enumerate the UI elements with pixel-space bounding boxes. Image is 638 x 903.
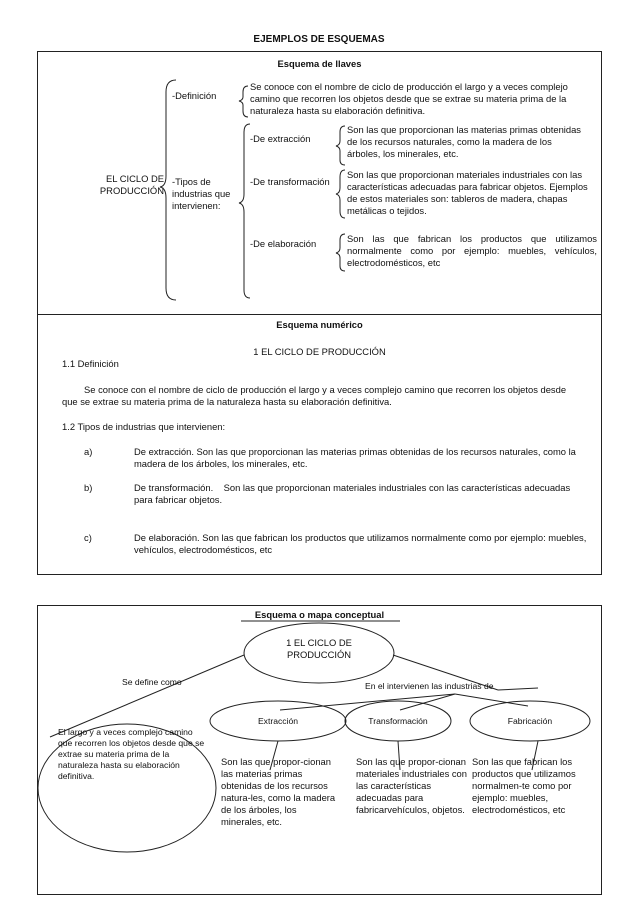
numerico-item-text: De elaboración. Son las que fabrican los productos que utilizamos normalmente como por ejemplo: muebles, vehículos, electrodomésticos, etc	[134, 532, 587, 555]
numerico-item-letter: b)	[84, 482, 93, 493]
mapa-node-text: Son las que propor-cionan materiales industriales con las características adecuadas para fabricarvehículos, objetos.	[356, 756, 467, 815]
mapa-node-text: Son las que fabrican los productos que utilizamos normalmen-te como por ejemplo: muebles, electrodomésticos, etc	[472, 756, 576, 815]
llaves-item-label: -De transformación	[250, 176, 330, 187]
numerico-heading: Esquema numérico	[276, 319, 363, 330]
llaves-heading: Esquema de llaves	[277, 58, 362, 69]
mapa-node-text: Son las que propor-cionan las materias primas obtenidas de los recursos natura-les, como la madera de los árboles, los minerales, etc.	[221, 756, 336, 827]
numerico-item-letter: a)	[84, 446, 93, 457]
mapa-right-link: En el intervienen las industrias de	[365, 681, 494, 691]
mapa-center: 1 EL CICLO DE PRODUCCIÓN	[286, 637, 352, 660]
numerico-s11: 1.1 Definición	[62, 358, 119, 369]
llaves-def-label: -Definición	[172, 90, 217, 101]
llaves-def-text: Se conoce con el nombre de ciclo de producción el largo y a veces complejo camino que recorren los objetos desde que se extrae su materia prima de la naturaleza hasta su elaboración definitiva.	[250, 81, 568, 116]
mapa-node-label: Transformación	[368, 716, 428, 726]
llaves-item-label: -De extracción	[250, 133, 311, 144]
mapa-node-label: Fabricación	[507, 716, 553, 726]
mapa-heading: Esquema o mapa conceptual	[254, 609, 385, 620]
numerico-title: 1 EL CICLO DE PRODUCCIÓN	[253, 346, 386, 357]
mapa-left-link: Se define como	[122, 677, 182, 687]
llaves-item-text: Son las que fabrican los productos que utilizamos normalmente como por ejemplo: muebles, vehículos, electrodomésticos, etc	[347, 233, 597, 268]
llaves-root: EL CICLO DE PRODUCCIÓN	[99, 173, 164, 196]
numerico-item-text: De transformación. Son las que proporcionan materiales industriales con las características adecuadas para fabricar objetos.	[134, 482, 573, 505]
page-title: EJEMPLOS DE ESQUEMAS	[253, 34, 385, 45]
numerico-s11-text: Se conoce con el nombre de ciclo de producción el largo y a veces complejo camino que recorren los objetos desde que se extrae su materia prima de la naturaleza hasta su elaboración definitiva.	[62, 384, 567, 407]
llaves-item-text: Son las que proporcionan materiales industriales con las características adecuadas para fabricar objetos. Ejemplos de estos materiales son: tableros de madera, chapas metálicas o tejidos.	[347, 169, 588, 216]
mapa-definition: El largo y a veces complejo camino que recorren los objetos desde que se extrae su materia prima de la naturaleza hasta su elaboración definitiva.	[58, 727, 205, 781]
numerico-s12: 1.2 Tipos de industrias que intervienen:	[62, 421, 226, 432]
numerico-item-letter: c)	[84, 532, 92, 543]
llaves-tipos-label: -Tipos de industrias que intervienen:	[172, 176, 231, 211]
mapa-node-label: Extracción	[257, 716, 299, 726]
llaves-item-label: -De elaboración	[250, 238, 317, 249]
numerico-item-text: De extracción. Son las que proporcionan las materias primas obtenidas de los recursos naturales, como la madera de los árboles, los minerales, etc.	[134, 446, 576, 469]
llaves-item-text: Son las que proporcionan las materias primas obtenidas de los recursos naturales, como la madera de los árboles, los minerales, etc.	[347, 124, 581, 159]
